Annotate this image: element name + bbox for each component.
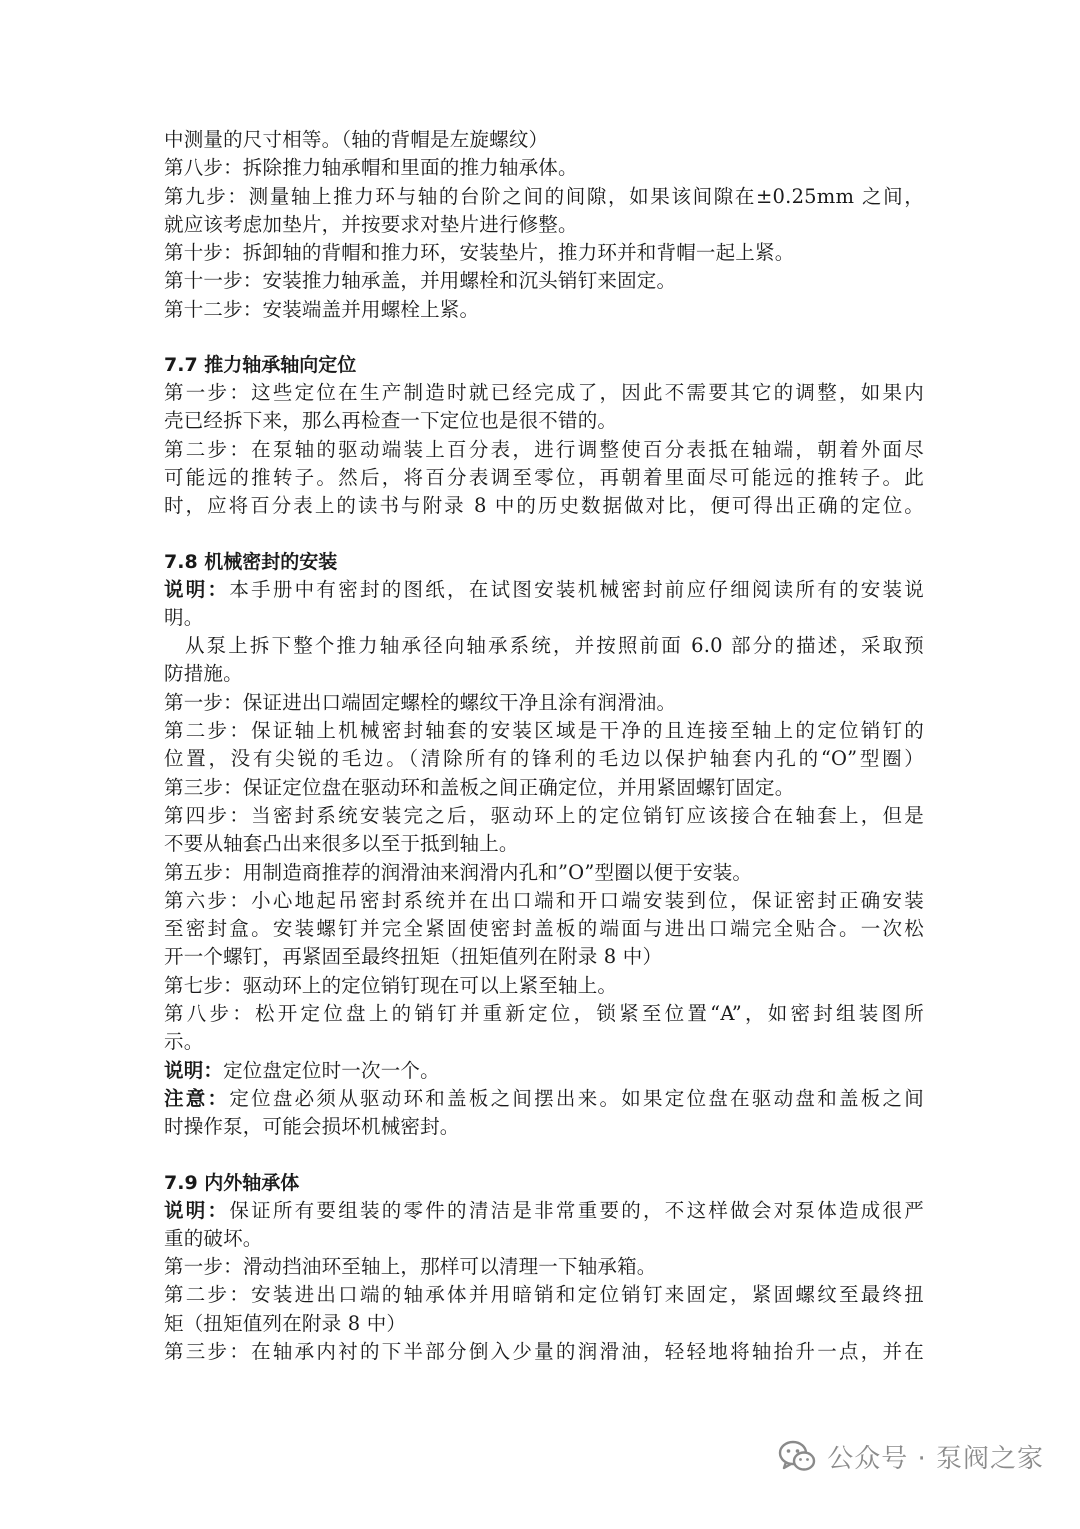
line-text: 第五步：用制造商推荐的润滑油来润滑内孔和”O”型圈以便于安装。 bbox=[164, 860, 753, 884]
line-text: 第八步：松开定位盘上的销钉并重新定位，锁紧至位置“A”，如密封组装图所 bbox=[164, 1002, 924, 1026]
text-line bbox=[164, 239, 924, 267]
line-text: 第十二步：安装端盖并用螺栓上紧。 bbox=[164, 297, 480, 321]
text-line bbox=[164, 604, 924, 632]
line-text: 第一步：这些定位在生产制造时就已经完成了，因此不需要其它的调整，如果内 bbox=[164, 381, 924, 405]
text-line bbox=[164, 492, 924, 520]
line-text: 重的破坏。 bbox=[164, 1226, 263, 1250]
line-text: 至密封盒。安装螺钉并完全紧固使密封盖板的端面与进出口端完全贴合。一次松 bbox=[164, 917, 924, 941]
text-line bbox=[164, 1225, 924, 1253]
text-line bbox=[164, 267, 924, 295]
text-line bbox=[164, 464, 924, 492]
section-heading: 7.9 内外轴承体 bbox=[164, 1171, 300, 1194]
text-line bbox=[164, 1197, 924, 1225]
line-text: 可能远的推转子。然后，将百分表调至零位，再朝着里面尽可能远的推转子。此 bbox=[164, 465, 924, 489]
text-line bbox=[164, 943, 924, 971]
text-line bbox=[164, 1281, 924, 1309]
text-line bbox=[164, 1113, 924, 1141]
line-text: 中测量的尺寸相等。（轴的背帽是左旋螺纹） bbox=[164, 128, 549, 151]
line-text: 第六步：小心地起吊密封系统并在出口端和开口端安装到位，保证密封正确安装 bbox=[164, 888, 924, 912]
text-line bbox=[164, 660, 924, 688]
text-line bbox=[164, 632, 924, 660]
text-line bbox=[164, 802, 924, 830]
line-text: 矩（扭矩值列在附录 8 中） bbox=[164, 1311, 407, 1335]
section-heading: 7.7 推力轴承轴向定位 bbox=[164, 354, 357, 377]
line-text: 开一个螺钉，再紧固至最终扭矩（扭矩值列在附录 8 中） bbox=[164, 945, 663, 969]
line-text: 防措施。 bbox=[164, 662, 243, 686]
line-text: 第一步：滑动挡油环至轴上，那样可以清理一下轴承箱。 bbox=[164, 1255, 657, 1279]
text-line bbox=[164, 436, 924, 464]
line-text: 第十一步：安装推力轴承盖，并用螺栓和沉头销钉来固定。 bbox=[164, 269, 677, 293]
text-line bbox=[164, 717, 924, 745]
line-text: 保证所有要组装的零件的清洁是非常重要的，不这样做会对泵体造成很严 bbox=[229, 1198, 924, 1222]
line-text: 第二步：在泵轴的驱动端装上百分表，进行调整使百分表抵在轴端，朝着外面尽 bbox=[164, 437, 924, 461]
line-text: 第四步：当密封系统安装完之后，驱动环上的定位销钉应该接合在轴套上，但是 bbox=[164, 803, 924, 827]
line-text: 第二步：安装进出口端的轴承体并用暗销和定位销钉来固定，紧固螺纹至最终扭 bbox=[164, 1283, 924, 1307]
text-line bbox=[164, 689, 924, 717]
text-line bbox=[164, 379, 924, 407]
line-text: 位置，没有尖锐的毛边。（清除所有的锋利的毛边以保护轴套内孔的“O”型圈） bbox=[164, 747, 924, 771]
line-text: 时，应将百分表上的读书与附录 8 中的历史数据做对比，便可得出正确的定位。 bbox=[164, 494, 924, 518]
line-text: 第三步：在轴承内衬的下半部分倒入少量的润滑油，轻轻地将轴抬升一点，并在 bbox=[164, 1339, 924, 1363]
line-text: 时操作泵，可能会损坏机械密封。 bbox=[164, 1115, 460, 1139]
text-line bbox=[164, 1253, 924, 1281]
text-line bbox=[164, 1085, 924, 1113]
line-text: 第九步：测量轴上推力环与轴的台阶之间的间隙，如果该间隙在±0.25mm 之间， bbox=[164, 184, 924, 208]
line-text: 第一步：保证进出口端固定螺栓的螺纹干净且涂有润滑油。 bbox=[164, 690, 677, 714]
text-line bbox=[164, 774, 924, 802]
line-text: 就应该考虑加垫片，并按要求对垫片进行修整。 bbox=[164, 212, 578, 236]
text-line bbox=[164, 1338, 924, 1366]
line-text: 第三步：保证定位盘在驱动环和盖板之间正确定位，并用紧固螺钉固定。 bbox=[164, 775, 795, 799]
line-text: 示。 bbox=[164, 1030, 204, 1054]
text-line bbox=[164, 915, 924, 943]
text-line bbox=[164, 576, 924, 604]
note-label: 说明： bbox=[164, 1058, 224, 1082]
text-line bbox=[164, 1028, 924, 1056]
line-text: 定位盘定位时一次一个。 bbox=[223, 1058, 440, 1082]
line-text: 定位盘必须从驱动环和盖板之间摆出来。如果定位盘在驱动盘和盖板之间 bbox=[229, 1086, 924, 1110]
line-text: 第七步：驱动环上的定位销钉现在可以上紧至轴上。 bbox=[164, 973, 618, 997]
wechat-icon bbox=[777, 1436, 817, 1476]
text-line bbox=[164, 183, 924, 211]
line-text: 本手册中有密封的图纸，在试图安装机械密封前应仔细阅读所有的安装说 bbox=[229, 577, 924, 601]
text-line bbox=[164, 745, 924, 773]
text-line bbox=[164, 154, 924, 182]
line-text: 从泵上拆下整个推力轴承径向轴承系统，并按照前面 6.0 部分的描述，采取预 bbox=[185, 634, 924, 658]
text-line bbox=[164, 887, 924, 915]
line-text: 不要从轴套凸出来很多以至于抵到轴上。 bbox=[164, 832, 519, 856]
section-heading: 7.8 机械密封的安装 bbox=[164, 550, 338, 573]
text-line bbox=[164, 126, 924, 154]
text-line bbox=[164, 830, 924, 858]
text-line bbox=[164, 407, 924, 435]
note-label: 说明： bbox=[164, 1198, 230, 1222]
text-line bbox=[164, 296, 924, 324]
text-line bbox=[164, 211, 924, 239]
note-label: 说明： bbox=[164, 577, 230, 601]
line-text: 明。 bbox=[164, 605, 204, 629]
text-line bbox=[164, 1000, 924, 1028]
text-line bbox=[164, 972, 924, 1000]
line-text: 第十步：拆卸轴的背帽和推力环，安装垫片，推力环并和背帽一起上紧。 bbox=[164, 241, 795, 265]
note-label: 注意： bbox=[164, 1086, 230, 1110]
watermark bbox=[777, 1436, 1044, 1476]
line-text: 第二步：保证轴上机械密封轴套的安装区域是干净的且连接至轴上的定位销钉的 bbox=[164, 719, 924, 743]
document-page bbox=[164, 126, 924, 1366]
text-line bbox=[164, 1057, 924, 1085]
watermark-text: 公众号 · 泵阀之家 bbox=[827, 1443, 1044, 1474]
line-text: 壳已经拆下来，那么再检查一下定位也是很不错的。 bbox=[164, 409, 618, 433]
text-line bbox=[164, 1310, 924, 1338]
line-text: 第八步：拆除推力轴承帽和里面的推力轴承体。 bbox=[164, 156, 578, 180]
text-line bbox=[164, 859, 924, 887]
